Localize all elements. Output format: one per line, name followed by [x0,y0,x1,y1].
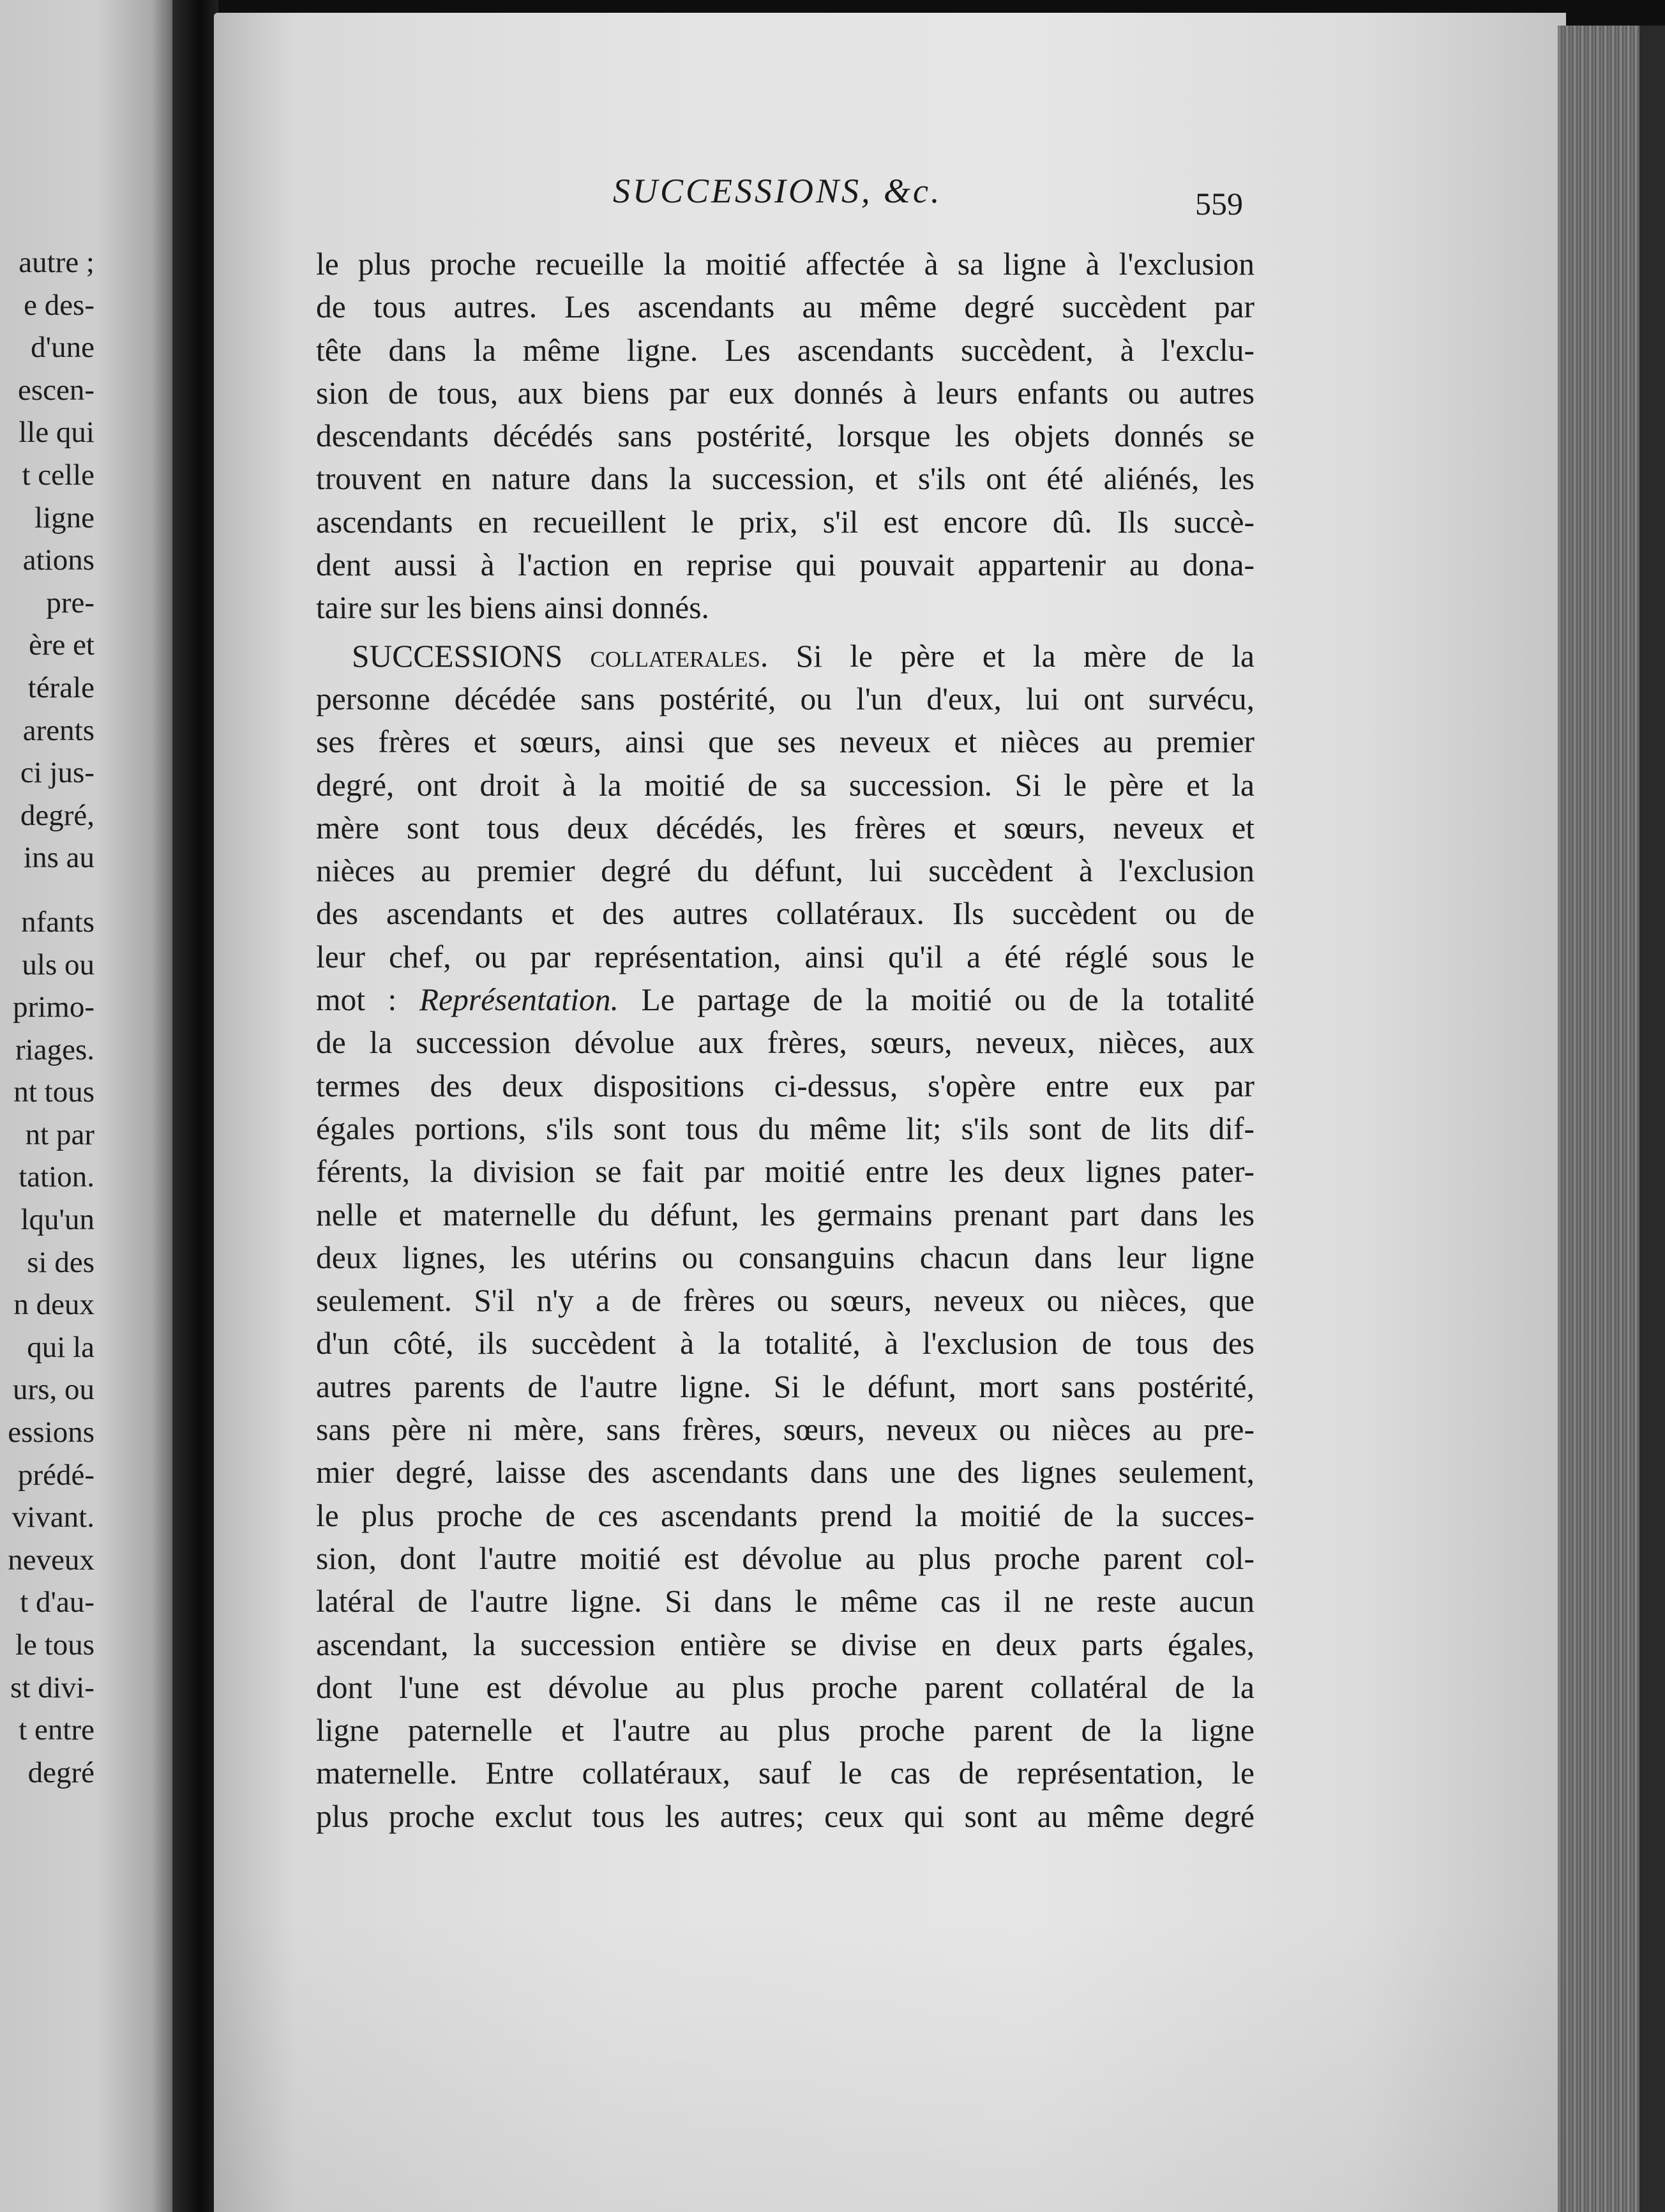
left-page-line: ci jus- [20,756,94,790]
text-line: mère sont tous deux décédés, les frères et sœurs, neveux et [316,810,1254,845]
left-page-line: urs, ou [13,1373,94,1407]
left-page-line: escen- [17,373,94,407]
left-page-line: ère et [28,628,94,662]
text-line: ascendant, la succession entière se divise en deux parts égales, [316,1626,1254,1662]
text-line: dont l'une est dévolue au plus proche parent collatéral de la [316,1669,1254,1705]
text-line: le plus proche recueille la moitié affectée à sa ligne à l'exclusion [316,246,1254,282]
left-page-line: autre ; [19,246,94,279]
text-line: maternelle. Entre collatéraux, sauf le cas de représentation, le [316,1755,1254,1791]
text-line: de la succession dévolue aux frères, sœurs, neveux, nièces, aux [316,1025,1254,1061]
text-line: ses frères et sœurs, ainsi que ses neveux et nièces au premier [316,724,1254,760]
left-page-line: ligne [34,501,94,534]
text-line: plus proche exclut tous les autres; ceux qui sont au même degré [316,1798,1254,1834]
mot-prefix: mot : [316,982,397,1018]
text-line: termes des deux dispositions ci-dessus, s'opère entre eux par [316,1068,1254,1103]
left-page-line: lle qui [19,416,94,450]
left-page-line: arents [22,713,94,747]
text-line: trouvent en nature dans la succession, et s'ils ont été aliénés, les [316,461,1254,497]
text-line: personne décédée sans postérité, ou l'un d'eux, lui ont survécu, [316,681,1254,716]
left-page-line: t entre [19,1713,94,1747]
text-line: nelle et maternelle du défunt, les germains prenant part dans les [316,1197,1254,1232]
section-first-line-rest: Si le père et la mère de la [795,638,1254,674]
text-line: degré, ont droit à la moitié de sa succession. Si le père et la [316,767,1254,803]
book-gutter [172,0,218,2212]
section-heading-line [316,635,1254,678]
left-page-line: vivant. [11,1501,94,1534]
section-heading-caps: collaterales. [590,638,769,674]
left-page-line: degré [27,1755,94,1789]
text-line: descendants décédés sans postérité, lorsque les objets donnés se [316,418,1254,454]
text-line: sans père ni mère, sans frères, sœurs, neveux ou nièces au pre- [316,1412,1254,1448]
text-line: des ascendants et des autres collatéraux. Ils succèdent ou de [316,896,1254,932]
left-page-line: riages. [15,1033,94,1066]
text-line: tête dans la même ligne. Les ascendants succèdent, à l'exclu- [316,332,1254,368]
page-edges [1558,26,1665,2212]
left-page-line: nt tous [13,1075,94,1109]
text-line: férents, la division se fait par moitié entre les deux lignes pater- [316,1154,1254,1190]
text-line: le plus proche de ces ascendants prend la moitié de la succes- [316,1497,1254,1533]
text-line: de tous autres. Les ascendants au même degré succèdent par [316,289,1254,325]
text-line: autres parents de l'autre ligne. Si le défunt, mort sans postérité, [316,1368,1254,1404]
text-line: seulement. S'il n'y a de frères ou sœurs, neveux ou nièces, que [316,1283,1254,1319]
text-line: leur chef, ou par représentation, ainsi qu'il a été réglé sous le [316,939,1254,974]
left-page-line: pre- [46,586,94,619]
page-number: 559 [1195,186,1243,222]
running-title: SUCCESSIONS, &c. [613,172,942,210]
left-page-line: qui la [27,1330,94,1364]
body-text [316,243,1254,1838]
text-line: ligne paternelle et l'autre au plus proche parent de la ligne [316,1713,1254,1748]
left-page-line: nt par [25,1117,94,1151]
left-page-line: prédé- [17,1458,94,1492]
left-page-line: t d'au- [20,1586,94,1619]
text-line: d'un côté, ils succèdent à la totalité, à l'exclusion de tous des [316,1326,1254,1361]
left-page-line: ins au [24,841,94,875]
mot-line [316,978,1254,1021]
mot-rest: Le partage de la moitié ou de la totalité [641,982,1254,1018]
text-line: mier degré, laisse des ascendants dans une des lignes seulement, [316,1455,1254,1490]
text-line: égales portions, s'ils sont tous du même lit; s'ils sont de lits dif- [316,1110,1254,1146]
left-page-line: degré, [20,798,94,832]
left-page-line: d'une [31,331,94,365]
text-line: sion de tous, aux biens par eux donnés à leurs enfants ou autres [316,375,1254,411]
left-page-line: si des [27,1245,94,1279]
left-page-line: tation. [19,1160,94,1194]
left-page-line: le tous [15,1628,94,1662]
text-line: ascendants en recueillent le prix, s'il est encore dû. Ils succè- [316,504,1254,540]
mot-italic: Représentation. [419,982,619,1018]
left-page-line: ations [22,543,94,577]
left-page-line: neveux [8,1543,94,1577]
text-line: sion, dont l'autre moitié est dévolue au plus proche parent col- [316,1540,1254,1576]
section-heading: SUCCESSIONS [352,638,563,674]
left-page-line: térale [27,670,94,704]
left-page-line: uls ou [22,948,94,981]
text-line: nièces au premier degré du défunt, lui succèdent à l'exclusion [316,853,1254,889]
left-page-line: lqu'un [20,1203,94,1237]
left-page-text [0,241,94,1794]
text-line: latéral de l'autre ligne. Si dans le même cas il ne reste aucun [316,1584,1254,1619]
text-line: taire sur les biens ainsi donnés. [316,590,709,626]
left-page-line: st divi- [10,1670,94,1704]
text-line: dent aussi à l'action en reprise qui pouvait appartenir au dona- [316,547,1254,583]
text-line: deux lignes, les utérins ou consanguins chacun dans leur ligne [316,1239,1254,1275]
left-page-line: nfants [21,905,94,939]
left-page-line: t celle [22,458,94,492]
page-shading [214,1916,1566,2212]
left-page-line: primo- [13,990,94,1024]
left-page-line: essions [8,1416,94,1450]
left-page-line: n deux [13,1288,94,1322]
left-facing-page [0,0,172,2212]
left-page-line: e des- [24,288,94,322]
